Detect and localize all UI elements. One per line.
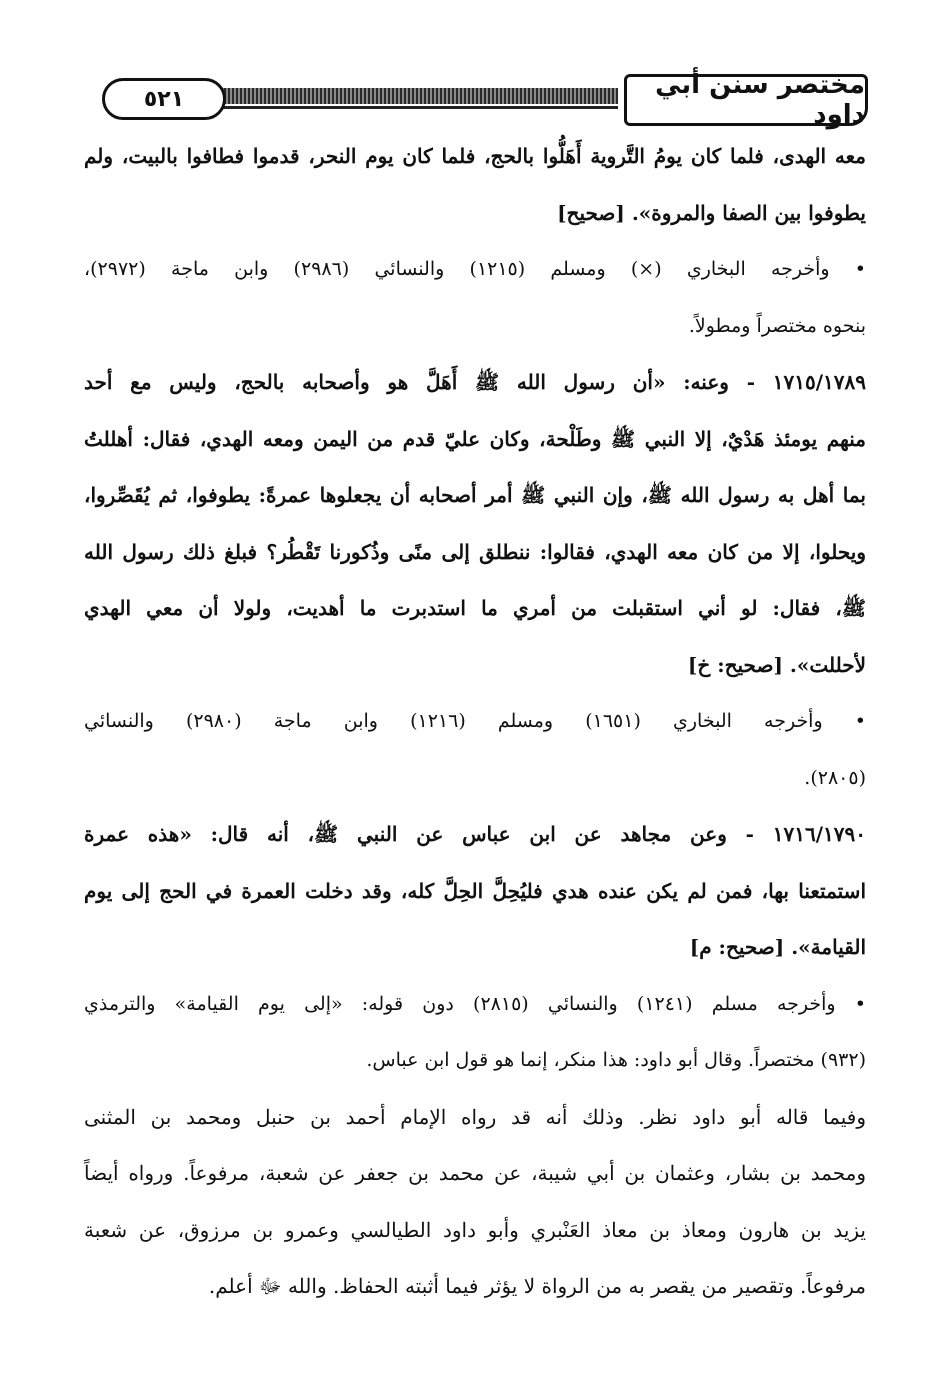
paragraph — [84, 354, 866, 693]
text-line: ١٧١٥/١٧٨٩ - وعنه: «أن رسول الله ﷺ أَهَلَّ هو وأصحابه بالحج، وليس مع أحد — [84, 370, 867, 394]
text-line: ويحلوا، إلا من كان معه الهدي، فقالوا: ننطلق إلى منًى وذُكورنا تَقْطُر؟ فبلغ ذلك رسول الله — [84, 539, 866, 564]
text-line: • وأخرجه البخاري (١٦٥١) ومسلم (١٢١٦) وابن ماجة (٢٩٨٠) والنسائي — [84, 710, 866, 732]
text-line: ﷺ، فقال: لو أني استقبلت من أمري ما استدبرت ما أهديت، ولولا أن معي الهدي — [84, 596, 866, 620]
text-line: يطوفوا بين الصفا والمروة». [صحيح] — [557, 200, 866, 225]
text-line: (٢٨٠٥). — [804, 766, 866, 789]
page-body — [84, 128, 866, 1315]
paragraph — [84, 128, 866, 241]
page-number: ٥٢١ — [102, 78, 226, 120]
text-line: معه الهدى، فلما كان يومُ التَّروية أَهَلُّوا بالحج، فلما كان يوم النحر، قدموا فطافوا بالبيت، ولم — [84, 144, 866, 168]
text-line: • وأخرجه البخاري (×) ومسلم (١٢١٥) والنسائي (٢٩٨٦) وابن ماجة (٢٩٧٢)، — [84, 258, 866, 280]
text-line: • وأخرجه مسلم (١٢٤١) والنسائي (٢٨١٥) دون قوله: «إلى يوم القيامة» والترمذي — [84, 992, 866, 1015]
text-line: ١٧١٦/١٧٩٠ - وعن مجاهد عن ابن عباس عن النبي ﷺ، أنه قال: «هذه عمرة — [84, 822, 866, 846]
book-title: مختصر سنن أبي داود — [624, 74, 868, 126]
text-line: منهم يومئذ هَدْيٌ، إلا النبي ﷺ وطَلْحة، وكان عليّ قدم من اليمن ومعه الهدي، فقال: أهللتُ — [84, 426, 866, 451]
footnote-block — [84, 693, 866, 806]
footnote-block — [84, 241, 866, 354]
paragraph — [84, 1089, 866, 1315]
text-line: ومحمد بن بشار، وعثمان بن أبي شيبة، عن محمد بن جعفر عن شعبة، مرفوعاً. ورواه أيضاً — [84, 1161, 866, 1185]
text-line: لأحللت». [صحيح: خ] — [687, 652, 866, 677]
text-line: وفيما قاله أبو داود نظر. وذلك أنه قد رواه الإمام أحمد بن حنبل ومحمد بن المثنى — [84, 1104, 866, 1129]
text-line: يزيد بن هارون ومعاذ بن معاذ العَنْبري وأبو داود الطيالسي وعمرو بن مرزوق، عن شعبة — [84, 1217, 866, 1242]
text-line: القيامة». [صحيح: م] — [689, 935, 866, 959]
text-line: بما أهل به رسول الله ﷺ، وإن النبي ﷺ أمر أصحابه أن يجعلوها عمرةً: يطوفوا، ثم يُقَصِّروا، — [84, 483, 866, 507]
text-line: مرفوعاً. وتقصير من يقصر به من الرواة لا يؤثر فيما أثبته الحفاظ. والله ﷻ أعلم. — [208, 1274, 866, 1298]
paragraph — [84, 806, 866, 976]
footnote-block — [84, 976, 866, 1089]
text-line: استمتعنا بها، فمن لم يكن عنده هدي فليُحِلَّ الحِلَّ كله، وقد دخلت العمرة في الحج إلى يوم — [84, 878, 866, 903]
text-line: (٩٣٢) مختصراً. وقال أبو داود: هذا منكر، إنما هو قول ابن عباس. — [366, 1049, 866, 1071]
text-line: بنحوه مختصراً ومطولاً. — [688, 314, 866, 337]
page-header — [80, 72, 868, 130]
